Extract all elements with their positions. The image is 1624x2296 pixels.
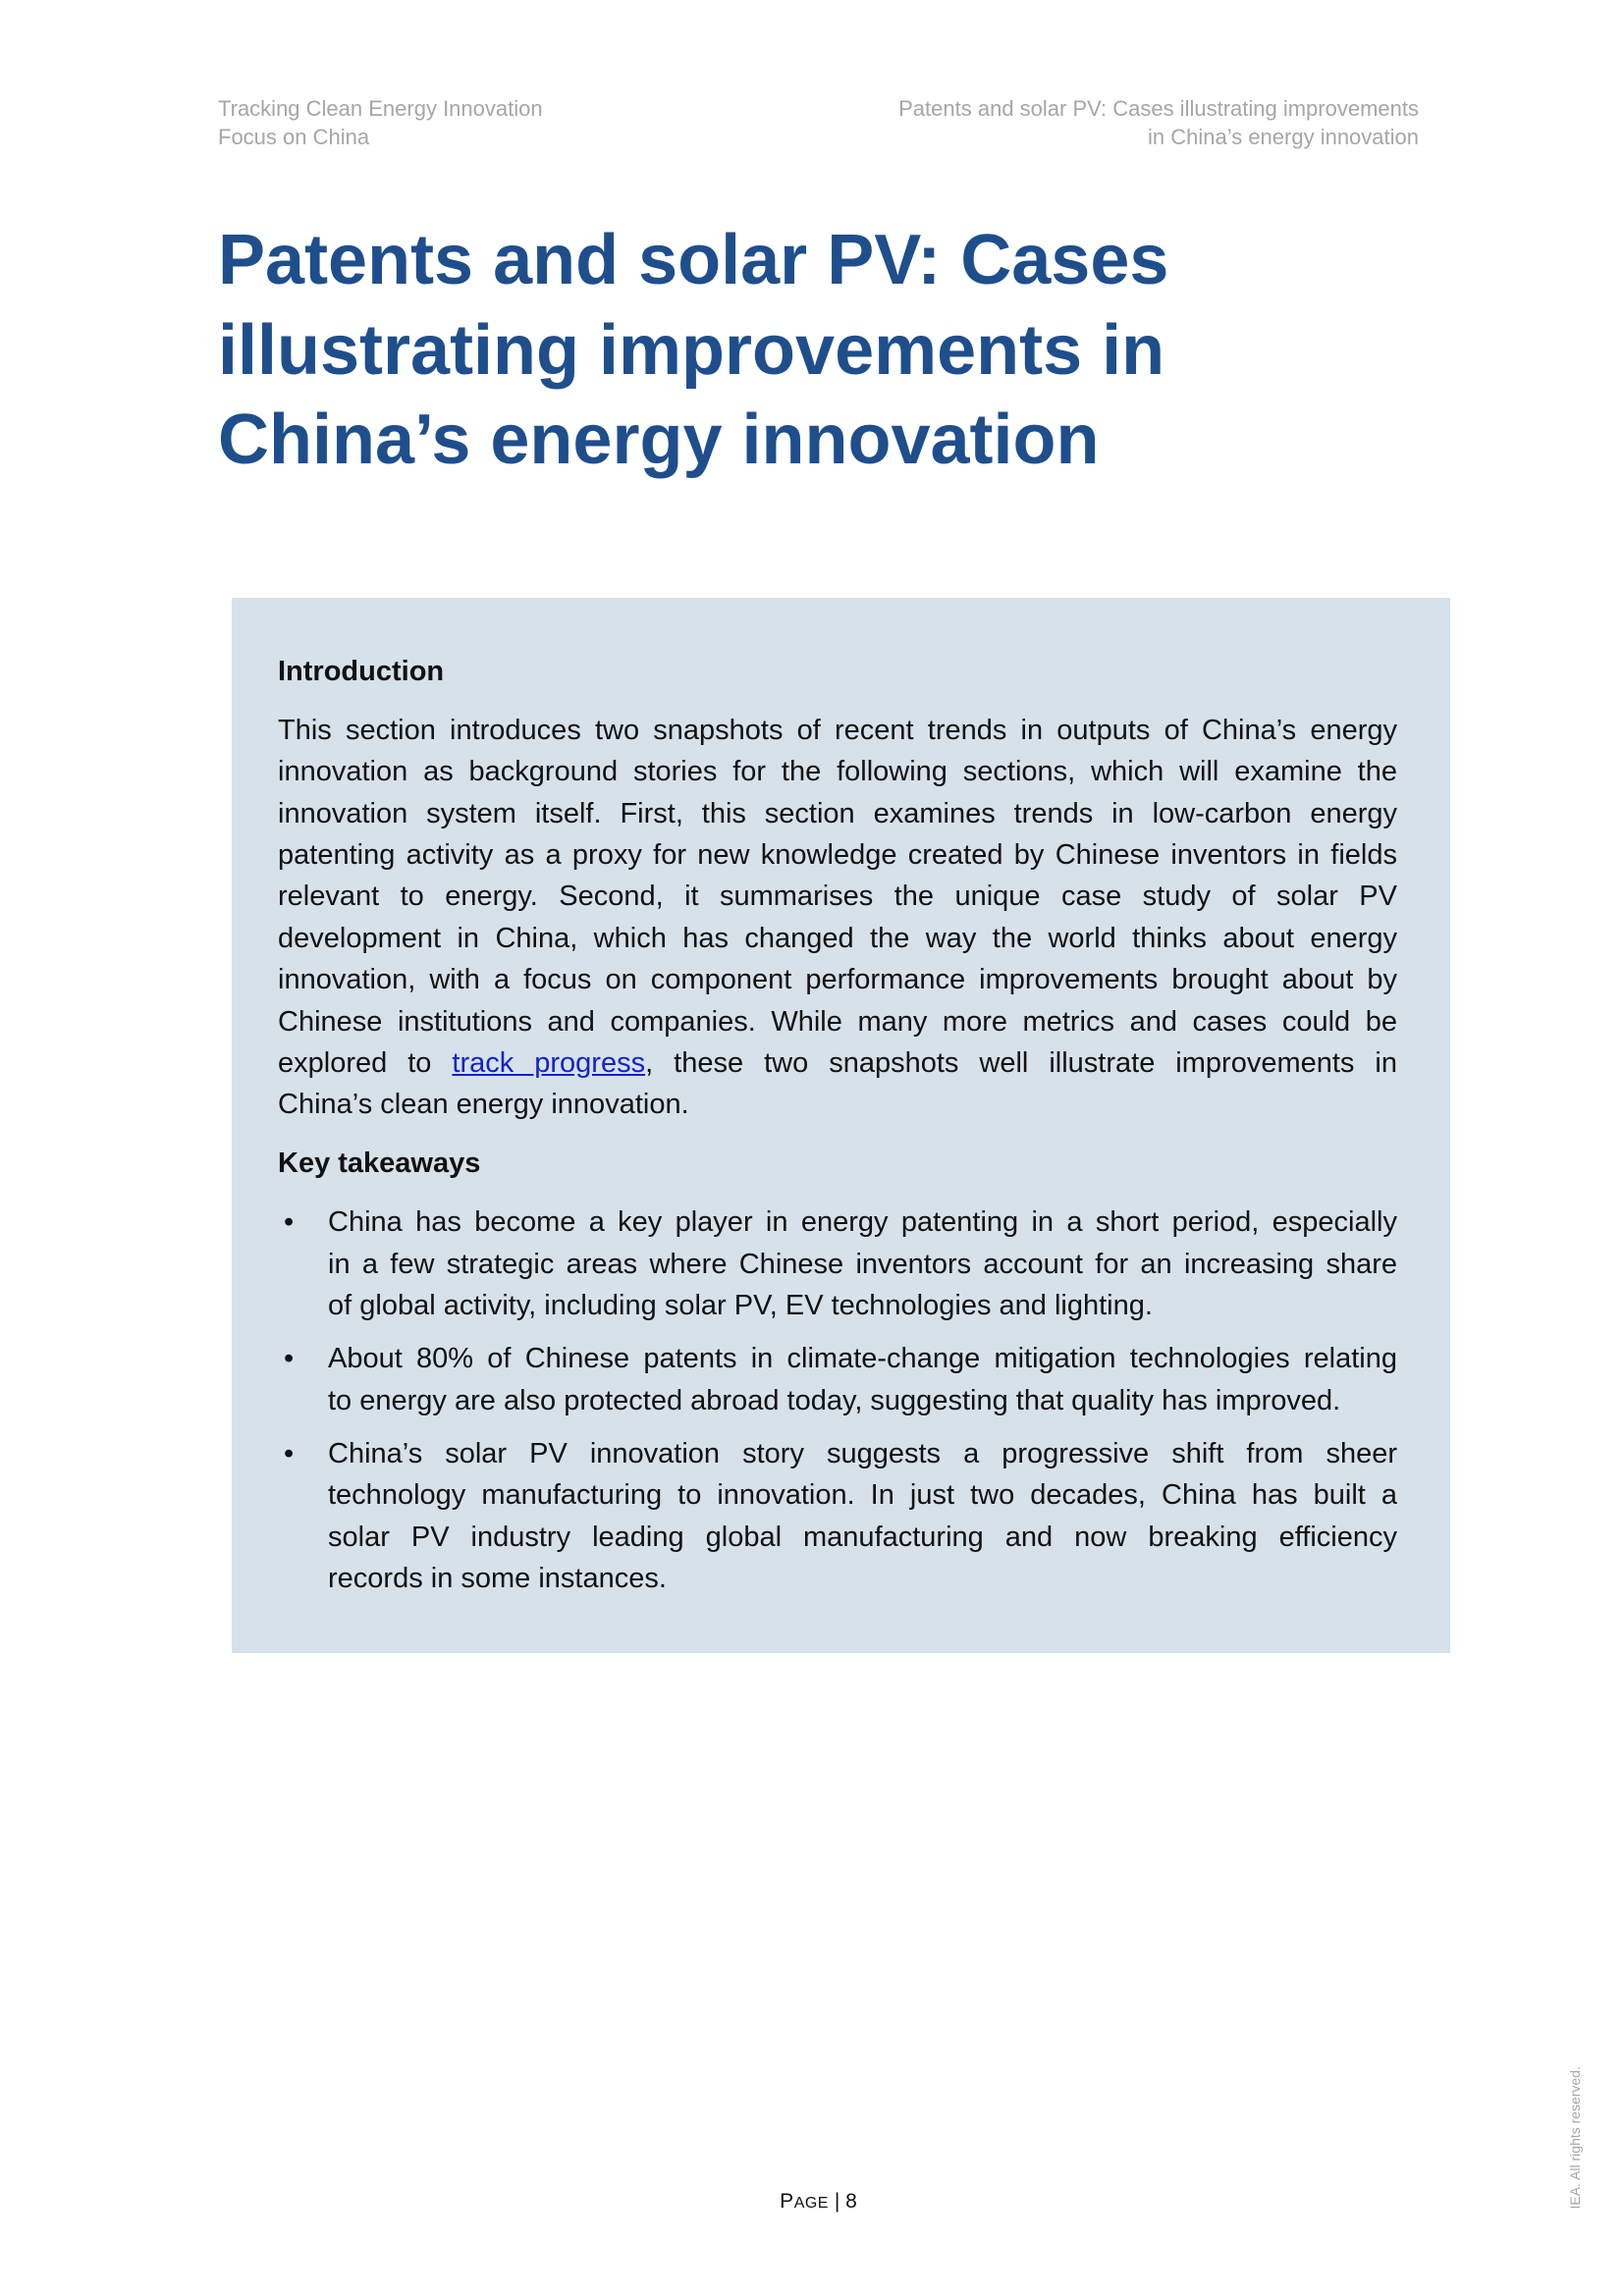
takeaway-line: of global activity, including solar PV, EV technologies and lighting. <box>328 1290 1153 1322</box>
intro-paragraph-line: innovation, with a focus on component performance improvements brought about by <box>278 964 1397 996</box>
takeaway-text <box>328 1201 1397 1326</box>
page-number: 8 <box>845 2190 857 2213</box>
chapter-title: Patents and solar PV: Cases illustrating improvements in China’s energy innovation <box>218 221 1169 480</box>
page-separator: | <box>834 2190 840 2213</box>
takeaway-item <box>278 1433 1397 1600</box>
header-chapter-title-line2: in China’s energy innovation <box>1148 124 1419 149</box>
intro-paragraph-line: Chinese institutions and companies. While many more metrics and cases could be <box>278 1005 1397 1038</box>
intro-paragraph-last-line: China’s clean energy innovation. <box>278 1089 689 1121</box>
key-takeaways-list <box>278 1201 1397 1599</box>
intro-paragraph-line: relevant to energy. Second, it summarises the unique case study of solar PV <box>278 881 1397 913</box>
takeaway-text <box>328 1433 1397 1600</box>
key-takeaways-heading: Key takeaways <box>278 1148 481 1180</box>
bullet-icon: • <box>284 1343 295 1375</box>
page-footer <box>218 2189 1419 2216</box>
takeaway-item <box>278 1201 1397 1326</box>
intro-text-after-link: , these two snapshots well illustrate improvements in <box>645 1047 1397 1080</box>
bullet-icon: • <box>284 1437 295 1469</box>
takeaway-line: to energy are also protected abroad today, suggesting that quality has improved. <box>328 1384 1341 1416</box>
intro-paragraph-line: development in China, which has changed the way the world thinks about energy <box>278 922 1397 954</box>
intro-text-before-link: explored to <box>278 1047 432 1080</box>
takeaway-line: About 80% of Chinese patents in climate-change mitigation technologies relating <box>328 1343 1397 1375</box>
header-report-subtitle: Focus on China <box>218 124 370 149</box>
takeaway-line: China’s solar PV innovation story suggests a progressive shift from sheer <box>328 1437 1397 1469</box>
takeaway-text <box>328 1338 1397 1421</box>
intro-paragraph-line: innovation as background stories for the following sections, which will examine the <box>278 756 1397 788</box>
header-report-title: Tracking Clean Energy Innovation <box>218 96 543 121</box>
takeaway-line: solar PV industry leading global manufacturing and now breaking efficiency <box>328 1521 1397 1553</box>
takeaway-line: in a few strategic areas where Chinese inventors account for an increasing share <box>328 1248 1397 1280</box>
takeaway-line: records in some instances. <box>328 1563 667 1595</box>
takeaway-line: technology manufacturing to innovation. In just two decades, China has built a <box>328 1479 1397 1512</box>
bullet-icon: • <box>284 1206 295 1239</box>
takeaway-line: China has become a key player in energy patenting in a short period, especially <box>328 1206 1397 1239</box>
running-header-right <box>898 95 1419 151</box>
intro-paragraph-line-with-link <box>278 1042 1397 1084</box>
copyright-notice: IEA. All rights reserved. <box>1567 2066 1583 2210</box>
page-label: PAGE <box>780 2190 829 2213</box>
track-progress-link[interactable]: track progress <box>452 1047 646 1080</box>
intro-paragraph-line: This section introduces two snapshots of recent trends in outputs of China’s energy <box>278 714 1397 746</box>
takeaway-item <box>278 1338 1397 1421</box>
intro-paragraph-line: innovation system itself. First, this section examines trends in low-carbon energy <box>278 797 1397 829</box>
intro-paragraph-line: patenting activity as a proxy for new knowledge created by Chinese inventors in fields <box>278 839 1397 872</box>
introduction-heading: Introduction <box>278 655 445 687</box>
header-chapter-title-line1: Patents and solar PV: Cases illustrating improvements <box>898 96 1419 121</box>
summary-box <box>232 598 1450 1653</box>
introduction-paragraph <box>278 710 1397 1126</box>
running-header-left <box>218 95 543 151</box>
